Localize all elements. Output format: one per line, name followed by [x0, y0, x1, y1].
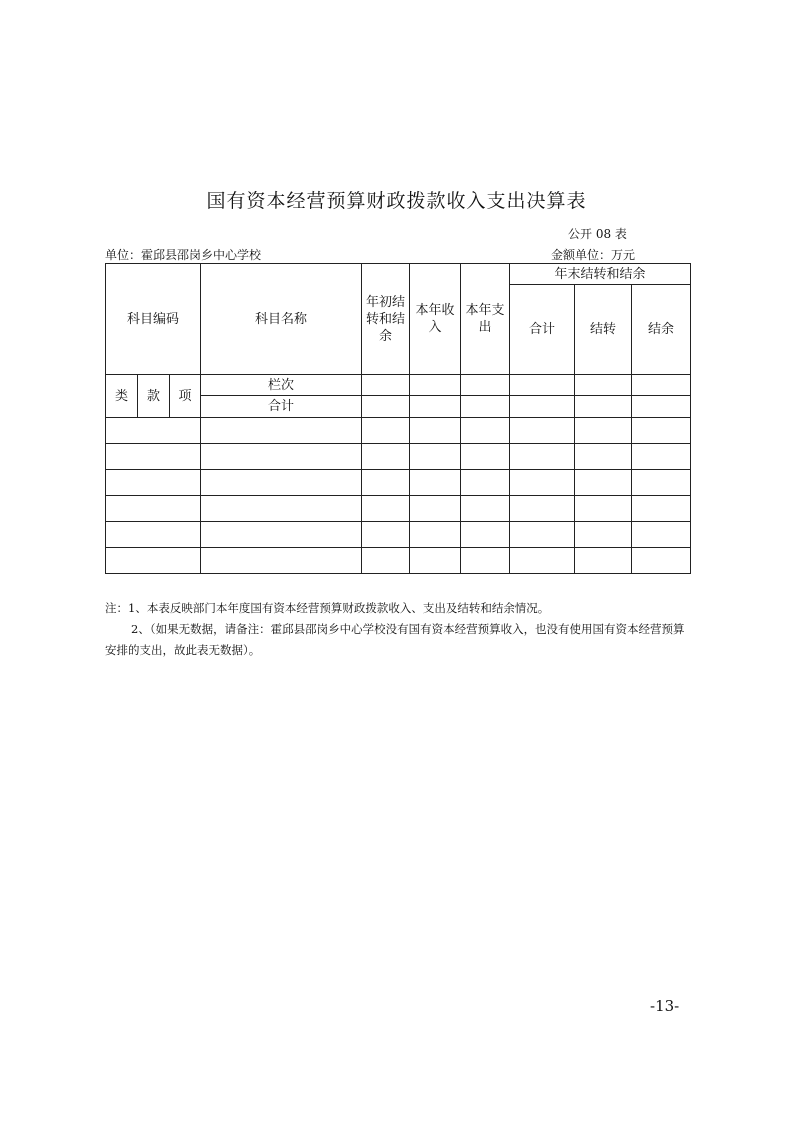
- table-cell: [632, 444, 691, 470]
- form-code: 公开 08 表: [568, 227, 627, 241]
- table-cell: [575, 548, 632, 574]
- notes: [105, 598, 690, 661]
- table-cell: [575, 396, 632, 418]
- table-row: [106, 548, 691, 574]
- table-cell: [362, 548, 410, 574]
- table-cell: [461, 496, 510, 522]
- table-cell: [461, 375, 510, 396]
- table-cell: [362, 522, 410, 548]
- table-cell: [632, 396, 691, 418]
- table-cell: [201, 444, 362, 470]
- table-cell: [510, 522, 575, 548]
- column-index-label: 栏次: [201, 375, 362, 396]
- table-cell: [410, 418, 461, 444]
- table-cell: [106, 418, 201, 444]
- table-cell: [201, 522, 362, 548]
- table-cell: [461, 522, 510, 548]
- table-cell: [410, 522, 461, 548]
- code-part-item: 项: [170, 375, 201, 418]
- unit-label: 单位：霍邱县邵岗乡中心学校: [105, 248, 262, 262]
- header-subject-name: 科目名称: [201, 264, 362, 375]
- table-cell: [106, 548, 201, 574]
- table-cell: [510, 418, 575, 444]
- table-cell: [461, 418, 510, 444]
- table-cell: [201, 548, 362, 574]
- header-year-end-group: 年末结转和结余: [510, 264, 691, 285]
- table-cell: [106, 496, 201, 522]
- table-cell: [461, 470, 510, 496]
- table-cell: [362, 496, 410, 522]
- header-year-start-balance: 年初结转和结余: [362, 264, 410, 375]
- header-total: 合计: [510, 285, 575, 375]
- page-number: -13-: [650, 997, 680, 1015]
- table-cell: [575, 444, 632, 470]
- table-cell: [510, 444, 575, 470]
- table-cell: [410, 548, 461, 574]
- table-cell: [201, 418, 362, 444]
- table-row: [106, 496, 691, 522]
- table-cell: [510, 548, 575, 574]
- table-cell: [632, 418, 691, 444]
- table-cell: [410, 470, 461, 496]
- table-cell: [510, 496, 575, 522]
- table-cell: [410, 396, 461, 418]
- table-cell: [201, 496, 362, 522]
- table-cell: [510, 396, 575, 418]
- table-cell: [461, 396, 510, 418]
- table-cell: [410, 496, 461, 522]
- table-row: [106, 522, 691, 548]
- code-part-section: 款: [138, 375, 170, 418]
- table-row: [106, 470, 691, 496]
- code-part-category: 类: [106, 375, 138, 418]
- note-1: 注：1、本表反映部门本年度国有资本经营预算财政拨款收入、支出及结转和结余情况。: [105, 601, 550, 615]
- table-cell: [575, 496, 632, 522]
- table-row: [106, 418, 691, 444]
- total-row-label: 合计: [201, 396, 362, 418]
- header-current-expense: 本年支出: [461, 264, 510, 375]
- table-cell: [106, 522, 201, 548]
- budget-table: [105, 263, 691, 574]
- table-cell: [362, 375, 410, 396]
- table-cell: [362, 470, 410, 496]
- table-cell: [575, 418, 632, 444]
- table-cell: [510, 375, 575, 396]
- table-cell: [575, 522, 632, 548]
- table-cell: [410, 444, 461, 470]
- table-cell: [362, 444, 410, 470]
- table-cell: [362, 396, 410, 418]
- table-cell: [632, 470, 691, 496]
- header-surplus: 结余: [632, 285, 691, 375]
- table-cell: [575, 375, 632, 396]
- table-cell: [461, 548, 510, 574]
- table-cell: [410, 375, 461, 396]
- table-row: [106, 444, 691, 470]
- table-cell: [632, 375, 691, 396]
- table-cell: [632, 496, 691, 522]
- header-subject-code: 科目编码: [106, 264, 201, 375]
- header-carryover: 结转: [575, 285, 632, 375]
- amount-unit-label: 金额单位：万元: [551, 248, 636, 262]
- table-cell: [632, 522, 691, 548]
- note-2: 2、（如果无数据，请备注：霍邱县邵岗乡中心学校没有国有资本经营预算收入，也没有使用国有资本经营预算安排的支出，故此表无数据）。: [105, 622, 685, 657]
- table-cell: [106, 470, 201, 496]
- table-cell: [632, 548, 691, 574]
- empty-rows: [106, 418, 691, 574]
- table-cell: [461, 444, 510, 470]
- table-cell: [106, 444, 201, 470]
- table-cell: [575, 470, 632, 496]
- header-current-income: 本年收入: [410, 264, 461, 375]
- table-cell: [201, 470, 362, 496]
- table-cell: [510, 470, 575, 496]
- table-cell: [362, 418, 410, 444]
- page-title: 国有资本经营预算财政拨款收入支出决算表: [206, 190, 587, 212]
